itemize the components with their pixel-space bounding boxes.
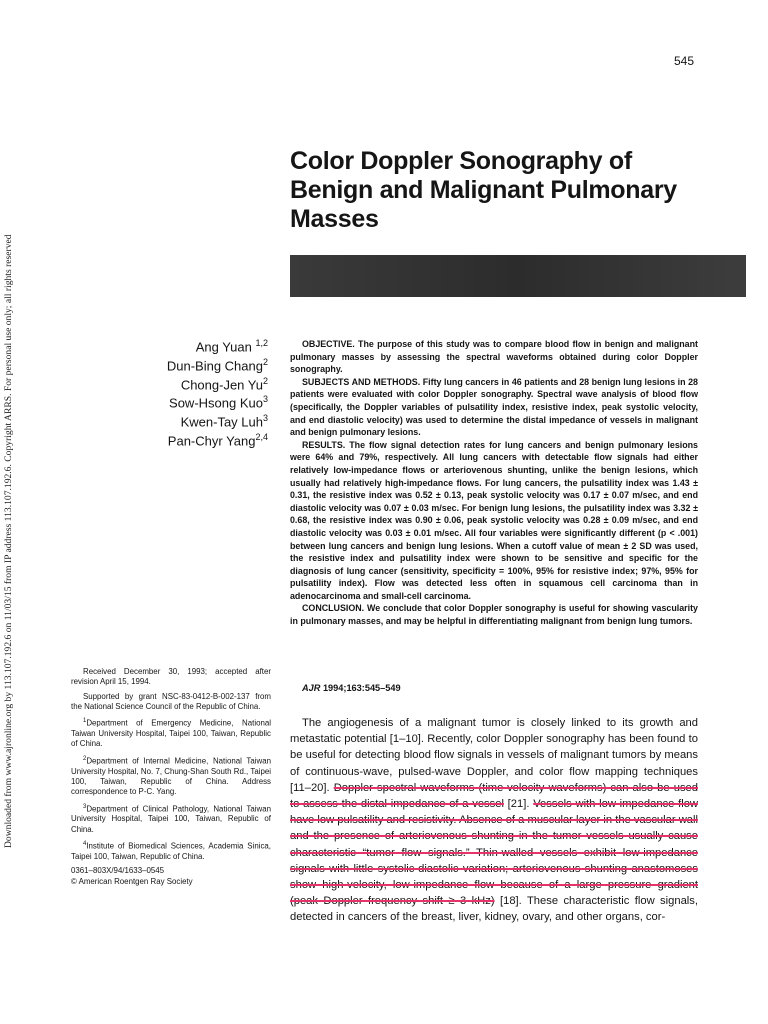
copyright-line: © American Roentgen Ray Society (71, 876, 193, 886)
received-note: Received December 30, 1993; accepted after revision April 15, 1994. (71, 667, 271, 687)
title-line-1: Color Doppler Sonography of (290, 147, 632, 175)
support-note: Supported by grant NSC-83-0412-B-002-137 from the National Science Council of the Republic of China. (71, 691, 271, 711)
abstract-methods: SUBJECTS AND METHODS. Fifty lung cancers in 46 patients and 28 benign lung lesions in 28 patients were evaluated with color Doppler sonography. Spectral wave analysis of blood flow (specifically, the Doppler variables of pulsatility index, resistive index, peak systolic velocity, and end diastolic velocity) was used to determine the distal impedance of vessels in malignant and benign pulmonary lesions. (290, 376, 698, 438)
affiliation-note: $^2$Department of Internal Medicine, National Taiwan University Hospital, No. 7, Chung-Shan South Rd., Taipei 100, Taiwan, Republic of China. Address correspondence to P-C. Yang. (71, 755, 271, 797)
footnotes (71, 667, 271, 887)
author-list (48, 336, 268, 449)
download-notice (3, 178, 15, 848)
issn-line: 0361–803X/94/1633–0545 (71, 866, 165, 876)
author: Kwen-Tay Luh$^3$ (180, 413, 268, 430)
abstract-conclusion: CONCLUSION. We conclude that color Doppler sonography is useful for showing vascularity in pulmonary masses, and may be helpful in differentiating malignant from benign lung tumors. (290, 603, 698, 627)
author: Pan-Chyr Yang$^{2,4}$ (167, 432, 268, 449)
journal-citation (302, 683, 401, 693)
author: Chong-Jen Yu$^2$ (180, 375, 268, 392)
struck-text: Vessels with low-impedance flow have low pulsatility and resistivity. Absence of a muscular layer in the vascular wall and the presence of arteriovenous shunting in the tumor vessels usually cause characteristic “tumor flow signals.” Thin-walled vessels exhibit low-impedance signals with little systolic-diastolic variation; arteriovenous shunting anastomoses show high-velocity, low-impedance flow because of a large pressure gradient (peak Doppler frequency shift ≥ 3 kHz) (290, 798, 698, 908)
title-line-2: Benign and Malignant Pulmonary (290, 176, 677, 204)
article-title (290, 147, 730, 234)
page-number: 545 (673, 54, 694, 68)
abstract-results: RESULTS. The flow signal detection rates for lung cancers and benign pulmonary lesions were 64% and 79%, respectively. All lung cancers with detectable flow signals had either relatively low-impedance flows or arteriovenous shunting, unlike the benign lesions, which usually had relatively high-impedance flows. For lung cancers, the pulsatility index was 1.43 ± 0.31, the resistive index was 0.52 ± 0.13, peak systolic velocity was 0.17 ± 0.07 m/sec, and end diastolic velocity was 0.07 ± 0.03 m/sec. For benign lung lesions, the pulsatility index was 3.32 ± 0.68, the resistive index was 0.90 ± 0.06, peak systolic velocity was 0.28 ± 0.09 m/sec, and end diastolic velocity was 0.03 ± 0.01 m/sec. All four variables were significantly different (p < .001) between lung cancers and benign lung lesions. When a cutoff value of mean ± 2 SD was used, the resistive index and pulsatility index were shown to be sensitive and specific for the diagnosis of lung cancer (sensitivity, specificity = 100%, 95% for resistive index; 97%, 95% for pulsatility index). Flow was detected less often in squamous cell carcinoma than in adenocarcinoma and small-cell carcinoma. (290, 439, 698, 601)
struck-text: Doppler spectral waveforms (time-velocity waveforms) can also be used to assess the distal impedance of a vessel (290, 781, 698, 811)
abstract (290, 338, 698, 628)
download-notice-text: Downloaded from www.ajronline.org by 113.107.192.6 on 11/03/15 from IP address 113.107.192.6. Copyright ARRS. For personal use only; all rights reserved (3, 234, 14, 848)
journal-abbrev: AJR (302, 683, 321, 693)
introduction-paragraph: The angiogenesis of a malignant tumor is closely linked to its growth and metastatic potential [1–10]. Recently, color Doppler sonography has been found to be useful for detecting blood flow signals in vessels of malignant tumors by means of continuous-wave, pulsed-wave Doppler, and color flow mapping techniques [11–20]. Doppler spectral waveforms (time-velocity waveforms) can also be used to assess the distal impedance of a vessel [21]. Vessels with low-impedance flow have low pulsatility and resistivity. Absence of a muscular layer in the vascular wall and the presence of arteriovenous shunting in the tumor vessels usually cause characteristic “tumor flow signals.” Thin-walled vessels exhibit low-impedance signals with little systolic-diastolic variation; arteriovenous shunting anastomoses show high-velocity, low-impedance flow because of a large pressure gradient (peak Doppler frequency shift ≥ 3 kHz) [18]. These characteristic flow signals, detected in cancers of the breast, liver, kidney, ovary, and other organs, cor- (290, 717, 698, 924)
author: Ang Yuan $^{1,2}$ (195, 338, 268, 355)
introduction-text (290, 715, 698, 926)
title-rule-bar (290, 255, 746, 297)
affiliation-note: $^1$Department of Emergency Medicine, National Taiwan University Hospital, Taipei 100, Taiwan, Republic of China. (71, 718, 271, 749)
citation-volume: 1994;163:545–549 (320, 683, 401, 693)
author: Dun-Bing Chang$^2$ (166, 356, 268, 374)
abstract-objective: OBJECTIVE. The purpose of this study was to compare blood flow in benign and malignant pulmonary masses by assessing the spectral waveforms obtained during color Doppler sonography. (290, 339, 698, 375)
affiliation-note: $^4$Institute of Biomedical Sciences, Academia Sinica, Taipei 100, Taiwan, Republic of China. (71, 841, 271, 861)
affiliation-note: $^3$Department of Clinical Pathology, National Taiwan University Hospital, Taipei 100, Taiwan, Republic of China. (71, 803, 271, 834)
title-line-3: Masses (290, 205, 379, 233)
author: Sow-Hsong Kuo$^3$ (169, 394, 268, 411)
